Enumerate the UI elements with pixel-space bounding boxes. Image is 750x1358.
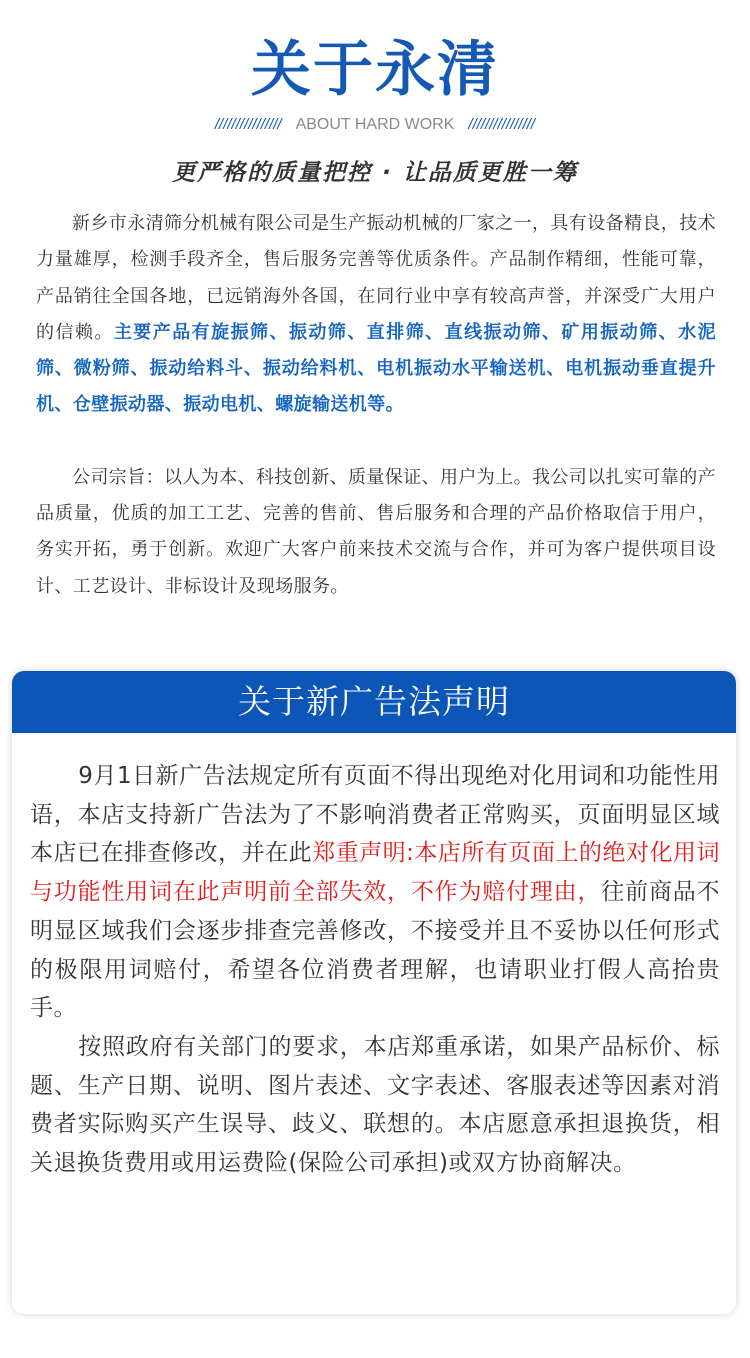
subtitle-english: ABOUT HARD WORK	[295, 116, 455, 133]
company-intro	[36, 206, 716, 605]
subtitle-row	[0, 114, 750, 136]
main-products-text: 主要产品有旋振筛、振动筛、直排筛、直线振动筛、矿用振动筛、水泥筛、微粉筛、振动给料斗、振动给料机、电机振动水平输送机、电机振动垂直提升机、仓壁振动器、振动电机、螺旋输送机等。	[36, 321, 716, 416]
notice-text-part1: 9月1日新广告法规定所有页面不得出现绝对化用词和功能性用语，本店支持新广告法为了不影响消费者正常购买，页面明显区域本店已在排查修改，并在此	[30, 763, 720, 867]
page-title: 关于永清	[251, 35, 499, 105]
notice-paragraph-1	[30, 757, 720, 1028]
intro-paragraph-2: 公司宗旨：以人为本、科技创新、质量保证、用户为上。我公司以扎实可靠的产品质量，优质的加工工艺、完善的售前、售后服务和合理的产品价格取信于用户，务实开拓，勇于创新。欢迎广大客户前来技术交流与合作，并可为客户提供项目设计、工艺设计、非标设计及现场服务。	[36, 466, 716, 597]
decorative-slashes-right: ////////////////	[468, 116, 536, 133]
ad-law-notice-card	[12, 671, 736, 1314]
intro-paragraph-1	[36, 206, 716, 424]
notice-title: 关于新广告法声明	[12, 671, 736, 733]
notice-warning-text: 郑重声明:本店所有页面上的绝对化用词与功能性用词在此声明前全部失效，不作为赔付理由，	[30, 840, 721, 906]
intro-description: 新乡市永清筛分机械有限公司是生产振动机械的厂家之一，具有设备精良，技术力量雄厚，检测手段齐全，售后服务完善等优质条件。产品制作精细，性能可靠，产品销往全国各地，已远销海外各国，在同行业中享有较高声誉，并深受广大用户的信赖。	[36, 213, 716, 343]
tagline: 更严格的质量把控 · 让品质更胜一筹	[172, 160, 578, 186]
notice-paragraph-2: 按照政府有关部门的要求，本店郑重承诺，如果产品标价、标题、生产日期、说明、图片表述、文字表述、客服表述等因素对消费者实际购买产生误导、歧义、联想的。本店愿意承担退换货，相关退换货费用或用运费险(保险公司承担)或双方协商解决。	[30, 1033, 720, 1177]
decorative-slashes-left: ////////////////	[214, 116, 282, 133]
notice-text-part2: 往前商品不明显区域我们会逐步排查完善修改，不接受并且不妥协以任何形式的极限用词赔付，希望各位消费者理解，也请职业打假人高抬贵手。	[30, 879, 721, 1022]
notice-body	[30, 757, 720, 1183]
paragraph-spacer	[36, 424, 716, 460]
